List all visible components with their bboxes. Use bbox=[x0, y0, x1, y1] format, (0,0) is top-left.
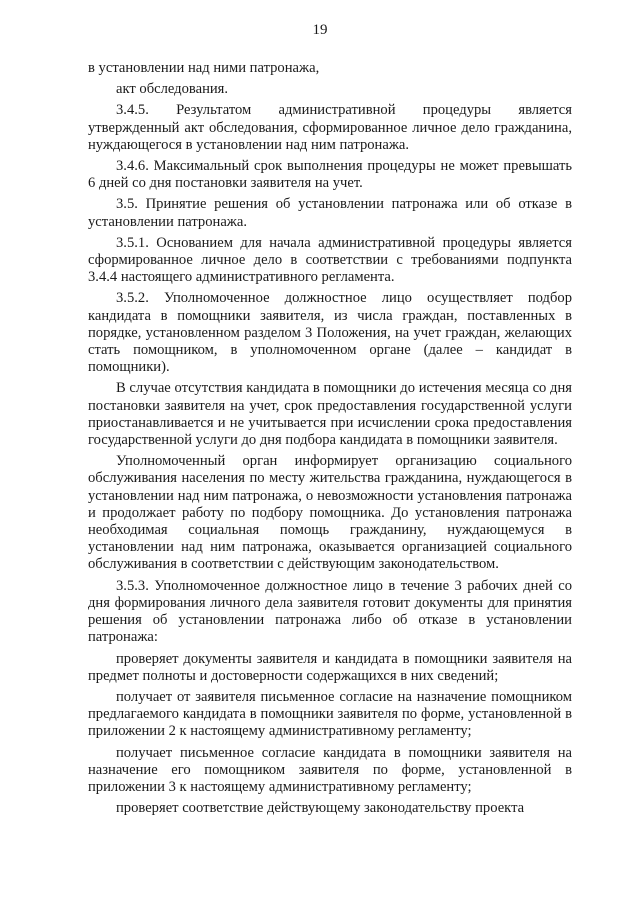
paragraph: Уполномоченный орган информирует организацию социального обслуживания населения по месту жительства гражданина, нуждающегося в установлении над ним патронажа, о невозможности установления патронажа и продолжает работу по подбору помощника. До установления патронажа необходимая социальная помощь гражданину, нуждающемуся в установлении над ним патронажа, оказывается организацией социального обслуживания в соответствии с действующим законодательством. bbox=[88, 453, 572, 573]
paragraph: акт обследования. bbox=[116, 81, 229, 98]
paragraph: получает письменное согласие кандидата в помощники заявителя на назначение его помощником заявителя по форме, установленной в приложении 3 к настоящему административному регламенту; bbox=[88, 744, 572, 795]
document-body bbox=[88, 60, 572, 821]
paragraph: 3.4.5. Результатом административной процедуры является утвержденный акт обследования, сформированное личное дело гражданина, нуждающегося в установлении над ним патронажа. bbox=[88, 102, 572, 153]
paragraph: проверяет документы заявителя и кандидата в помощники заявителя на предмет полноты и достоверности содержащихся в них сведений; bbox=[88, 650, 572, 684]
paragraph: в установлении над ними патронажа, bbox=[88, 60, 320, 76]
paragraph: 3.5.2. Уполномоченное должностное лицо осуществляет подбор кандидата в помощники заявителя, из числа граждан, поставленных в порядке, установленном разделом 3 Положения, на учет граждан, желающих стать помощником, в уполномоченном органе (далее – кандидат в помощники). bbox=[88, 290, 572, 376]
paragraph: 3.5. Принятие решения об установлении патронажа или об отказе в установлении патронажа. bbox=[88, 196, 572, 230]
paragraph: В случае отсутствия кандидата в помощники до истечения месяца со дня постановки заявителя на учет, срок предоставления государственной услуги приостанавливается и не учитывается при исчислении срока предоставления государственной услуги до дня подбора кандидата в помощники заявителя. bbox=[88, 380, 572, 449]
paragraph: 3.4.6. Максимальный срок выполнения процедуры не может превышать 6 дней со дня постановки заявителя на учет. bbox=[88, 158, 572, 192]
paragraph: получает от заявителя письменное согласие на назначение помощником предлагаемого кандидата в помощники заявителя по форме, установленной в приложении 2 к настоящему административному регламенту; bbox=[88, 688, 572, 740]
paragraph: 3.5.3. Уполномоченное должностное лицо в течение 3 рабочих дней со дня формирования личного дела заявителя готовит документы для принятия решения об установлении патронажа либо об отказе в установлении патронажа: bbox=[88, 577, 572, 646]
paragraph: 3.5.1. Основанием для начала административной процедуры является сформированное личное дело в соответствии с требованиями подпункта 3.4.4 настоящего административного регламента. bbox=[88, 234, 572, 286]
page-number: 19 bbox=[312, 22, 328, 38]
paragraph: проверяет соответствие действующему законодательству проекта bbox=[116, 800, 525, 817]
